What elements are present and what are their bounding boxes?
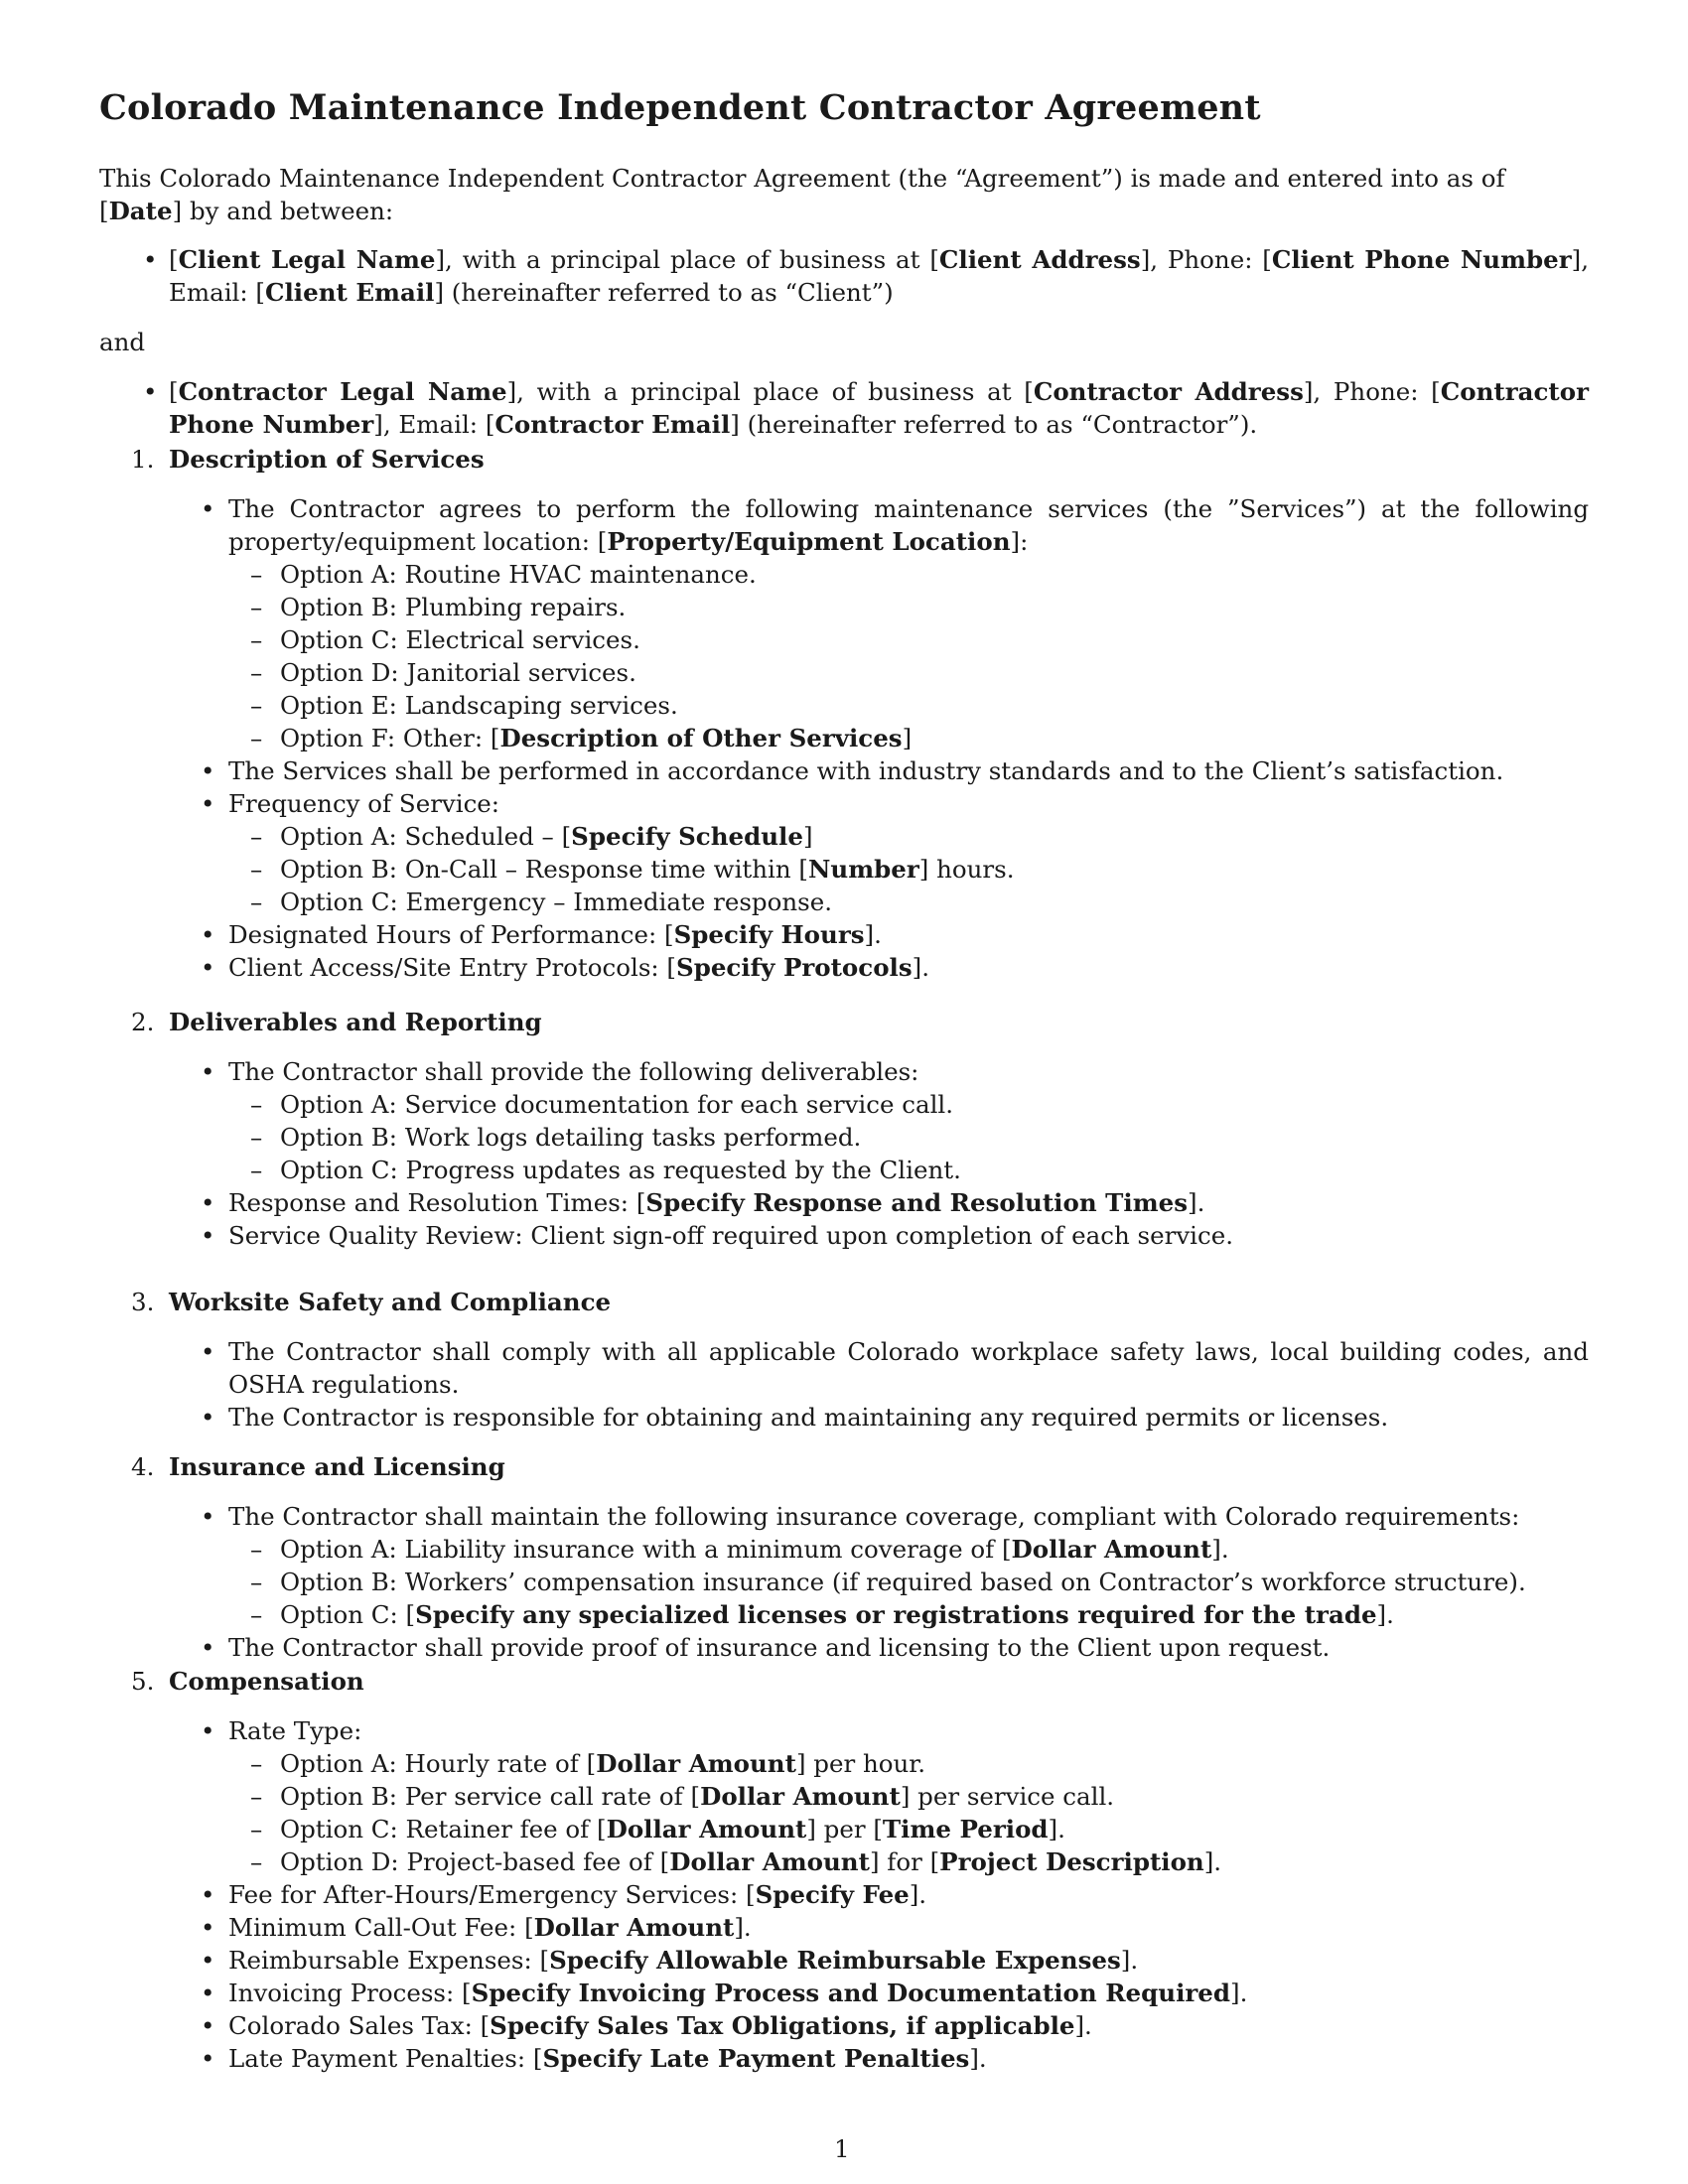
sub-item: – Option A: Liability insurance with a minimum coverage of [Dollar Amount]. [250,1535,1229,1564]
client-address-field: Client Address [938,245,1141,274]
section-heading: 2. Deliverables and Reporting [131,1008,542,1036]
list-item: • Reimbursable Expenses: [Specify Allowable Reimbursable Expenses]. [201,1946,1139,1975]
list-item: • Response and Resolution Times: [Specify Response and Resolution Times]. [201,1188,1205,1217]
sub-item: – Option D: Janitorial services. [250,658,636,687]
section-heading: 1. Description of Services [131,445,485,474]
intro-text-end: ] by and between: [172,197,394,225]
sub-item: – Option B: Work logs detailing tasks performed. [250,1123,862,1152]
document-title: Colorado Maintenance Independent Contractor Agreement [99,87,1261,128]
list-item: • The Services shall be performed in accordance with industry standards and to the Client’s satisfaction. [201,756,1504,785]
section-heading: 3. Worksite Safety and Compliance [131,1288,612,1316]
intro-text: This Colorado Maintenance Independent Contractor Agreement (the “Agreement”) is made and entered into as of [ [99,164,1505,225]
contractor-party: • [Contractor Legal Name], with a principal place of business at [Contractor Address], Phone: [Contractor Phone Number], Email: [Contractor Email] (hereinafter referred to as “Contractor”). [143,377,1589,439]
bullet: • [143,377,158,406]
list-item: • The Contractor is responsible for obtaining and maintaining any required permits or licenses. [201,1403,1389,1432]
client-email-field: Client Email [265,278,435,307]
contractor-email-field: Contractor Email [494,410,731,439]
list-item: • The Contractor shall comply with all applicable Colorado workplace safety laws, local building codes, and OSHA regulations. [201,1337,1589,1399]
sub-item: – Option A: Routine HVAC maintenance. [250,560,757,589]
and-connector: and [99,328,146,356]
contractor-phone-field: Contractor Phone Number [169,377,1589,439]
sub-item: – Option D: Project-based fee of [Dollar Amount] for [Project Description]. [250,1847,1222,1876]
list-item: • Minimum Call-Out Fee: [Dollar Amount]. [201,1913,752,1942]
section-worksite-safety [99,1286,1589,1433]
client-party: • [Client Legal Name], with a principal place of business at [Client Address], Phone: [Client Phone Number], Email: [Client Email] (hereinafter referred to as “Client”) [143,245,1589,307]
sub-item: – Option C: [Specify any specialized licenses or registrations required for the trade]. [250,1600,1394,1629]
sub-item: – Option B: Per service call rate of [Dollar Amount] per service call. [250,1782,1115,1811]
sub-item: – Option C: Emergency – Immediate response. [250,887,832,916]
sub-item: – Option B: Workers’ compensation insurance (if required based on Contractor’s workforce structure). [250,1568,1526,1596]
list-item: • Rate Type: [201,1716,362,1745]
list-item: • Fee for After-Hours/Emergency Services: [Specify Fee]. [201,1880,927,1909]
client-name-field: Client Legal Name [178,245,436,274]
list-item: • Designated Hours of Performance: [Specify Hours]. [201,920,882,949]
bullet: • [143,245,158,274]
client-phone-field: Client Phone Number [1271,245,1572,274]
date-field: Date [108,197,173,225]
contractor-address-field: Contractor Address [1033,377,1304,406]
section-compensation [99,1665,1589,2075]
intro-paragraph [99,162,1589,227]
sub-item: – Option F: Other: [Description of Other Services] [250,724,913,752]
list-item: • Service Quality Review: Client sign-off required upon completion of each service. [201,1221,1234,1250]
sub-item: – Option C: Retainer fee of [Dollar Amount] per [Time Period]. [250,1815,1065,1843]
contractor-name-field: Contractor Legal Name [178,377,507,406]
section-heading: 4. Insurance and Licensing [131,1452,505,1481]
list-item: • The Contractor shall provide the following deliverables: [201,1057,919,1086]
section-description-of-services [99,443,1589,984]
list-item: • Late Payment Penalties: [Specify Late Payment Penalties]. [201,2044,987,2073]
location-field: Property/Equipment Location [607,527,1011,556]
section-insurance-and-licensing [99,1450,1589,1664]
list-item: • Invoicing Process: [Specify Invoicing Process and Documentation Required]. [201,1979,1248,2007]
list-item: • Frequency of Service: [201,789,500,818]
list-item: • Client Access/Site Entry Protocols: [Specify Protocols]. [201,953,929,982]
sub-item: – Option A: Scheduled – [Specify Schedule] [250,822,813,851]
list-item: • The Contractor shall provide proof of insurance and licensing to the Client upon request. [201,1633,1331,1662]
page-number: 1 [834,2134,850,2163]
sub-item: – Option B: Plumbing repairs. [250,593,627,621]
sub-item: – Option C: Progress updates as requested by the Client. [250,1156,961,1184]
list-item: • The Contractor shall maintain the following insurance coverage, compliant with Colorado requirements: [201,1502,1520,1531]
list-item: • The Contractor agrees to perform the following maintenance services (the ”Services”) at the following property/equipment location: [Property/Equipment Location]: [201,494,1589,556]
section-deliverables-and-reporting [99,1006,1589,1252]
sub-item: – Option B: On-Call – Response time within [Number] hours. [250,855,1015,884]
sub-item: – Option E: Landscaping services. [250,691,678,720]
sub-item: – Option A: Service documentation for each service call. [250,1090,954,1119]
sub-item: – Option A: Hourly rate of [Dollar Amount] per hour. [250,1749,926,1778]
section-heading: 5. Compensation [131,1667,364,1696]
sub-item: – Option C: Electrical services. [250,625,640,654]
list-item: • Colorado Sales Tax: [Specify Sales Tax Obligations, if applicable]. [201,2011,1092,2040]
